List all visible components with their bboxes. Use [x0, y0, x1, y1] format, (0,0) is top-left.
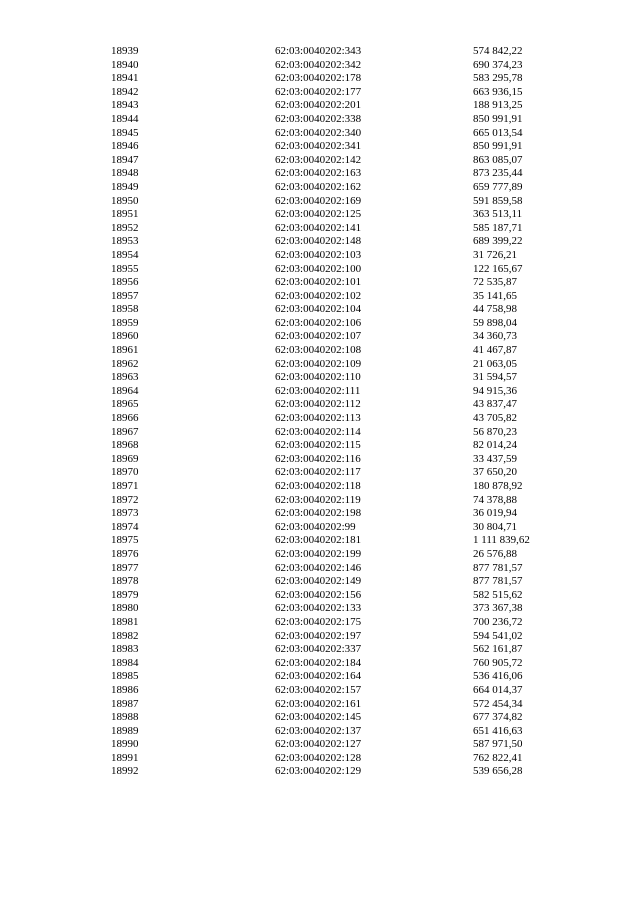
amount: 665 013,54 [473, 126, 523, 139]
table-row [0, 140, 640, 154]
cadastral-number: 62:03:0040202:137 [275, 724, 362, 737]
table-row [0, 195, 640, 209]
cadastral-number: 62:03:0040202:145 [275, 711, 362, 724]
data-table [0, 45, 640, 779]
row-number: 18943 [111, 99, 139, 112]
row-number: 18962 [111, 357, 139, 370]
cadastral-number: 62:03:0040202:100 [275, 262, 362, 275]
amount: 572 454,34 [473, 697, 523, 710]
row-number: 18988 [111, 711, 139, 724]
amount: 33 437,59 [473, 452, 517, 465]
table-row [0, 72, 640, 86]
amount: 36 019,94 [473, 507, 517, 520]
row-number: 18940 [111, 58, 139, 71]
cadastral-number: 62:03:0040202:108 [275, 344, 362, 357]
amount: 37 650,20 [473, 466, 517, 479]
table-row [0, 494, 640, 508]
row-number: 18985 [111, 670, 139, 683]
row-number: 18965 [111, 398, 139, 411]
cadastral-number: 62:03:0040202:107 [275, 330, 362, 343]
cadastral-number: 62:03:0040202:111 [275, 384, 361, 397]
table-row [0, 222, 640, 236]
table-row [0, 181, 640, 195]
amount: 31 594,57 [473, 371, 517, 384]
row-number: 18939 [111, 45, 139, 57]
table-row [0, 670, 640, 684]
cadastral-number: 62:03:0040202:141 [275, 221, 362, 234]
amount: 34 360,73 [473, 330, 517, 343]
amount: 677 374,82 [473, 711, 523, 724]
amount: 539 656,28 [473, 765, 523, 778]
amount: 690 374,23 [473, 58, 523, 71]
amount: 700 236,72 [473, 615, 523, 628]
amount: 850 991,91 [473, 140, 523, 153]
table-row [0, 290, 640, 304]
cadastral-number: 62:03:0040202:162 [275, 180, 362, 193]
row-number: 18973 [111, 507, 139, 520]
table-row [0, 330, 640, 344]
cadastral-number: 62:03:0040202:142 [275, 153, 362, 166]
amount: 877 781,57 [473, 575, 523, 588]
row-number: 18991 [111, 751, 139, 764]
amount: 594 541,02 [473, 629, 523, 642]
row-number: 18987 [111, 697, 139, 710]
cadastral-number: 62:03:0040202:110 [275, 371, 361, 384]
amount: 762 822,41 [473, 751, 523, 764]
table-row [0, 99, 640, 113]
amount: 43 837,47 [473, 398, 517, 411]
cadastral-number: 62:03:0040202:341 [275, 140, 362, 153]
amount: 591 859,58 [473, 194, 523, 207]
cadastral-number: 62:03:0040202:201 [275, 99, 362, 112]
row-number: 18947 [111, 153, 139, 166]
row-number: 18945 [111, 126, 139, 139]
amount: 44 758,98 [473, 303, 517, 316]
amount: 587 971,50 [473, 738, 523, 751]
cadastral-number: 62:03:0040202:198 [275, 507, 362, 520]
table-row [0, 725, 640, 739]
row-number: 18946 [111, 140, 139, 153]
cadastral-number: 62:03:0040202:119 [275, 493, 361, 506]
table-row [0, 507, 640, 521]
amount: 583 295,78 [473, 72, 523, 85]
cadastral-number: 62:03:0040202:128 [275, 751, 362, 764]
table-row [0, 235, 640, 249]
table-row [0, 765, 640, 779]
amount: 582 515,62 [473, 588, 523, 601]
row-number: 18944 [111, 112, 139, 125]
cadastral-number: 62:03:0040202:178 [275, 72, 362, 85]
cadastral-number: 62:03:0040202:101 [275, 276, 362, 289]
row-number: 18976 [111, 547, 139, 560]
table-row [0, 385, 640, 399]
table-row [0, 208, 640, 222]
table-row [0, 412, 640, 426]
table-row [0, 466, 640, 480]
amount: 72 535,87 [473, 276, 517, 289]
row-number: 18961 [111, 344, 139, 357]
amount: 180 878,92 [473, 480, 523, 492]
amount: 122 165,67 [473, 262, 523, 275]
amount: 574 842,22 [473, 45, 523, 57]
cadastral-number: 62:03:0040202:103 [275, 248, 362, 261]
cadastral-number: 62:03:0040202:115 [275, 439, 361, 452]
amount: 689 399,22 [473, 235, 523, 248]
cadastral-number: 62:03:0040202:156 [275, 588, 362, 601]
amount: 585 187,71 [473, 221, 523, 234]
table-row [0, 358, 640, 372]
cadastral-number: 62:03:0040202:148 [275, 235, 362, 248]
table-row [0, 276, 640, 290]
row-number: 18972 [111, 493, 139, 506]
amount: 56 870,23 [473, 425, 517, 438]
table-row [0, 59, 640, 73]
table-row [0, 86, 640, 100]
row-number: 18971 [111, 480, 139, 492]
cadastral-number: 62:03:0040202:197 [275, 629, 362, 642]
cadastral-number: 62:03:0040202:113 [275, 412, 361, 425]
row-number: 18959 [111, 316, 139, 329]
row-number: 18970 [111, 466, 139, 479]
row-number: 18949 [111, 180, 139, 193]
amount: 873 235,44 [473, 167, 523, 180]
cadastral-number: 62:03:0040202:127 [275, 738, 362, 751]
table-row [0, 643, 640, 657]
table-row [0, 589, 640, 603]
row-number: 18980 [111, 602, 139, 615]
table-row [0, 344, 640, 358]
table-row [0, 562, 640, 576]
table-row [0, 534, 640, 548]
row-number: 18954 [111, 248, 139, 261]
amount: 35 141,65 [473, 289, 517, 302]
cadastral-number: 62:03:0040202:104 [275, 303, 362, 316]
cadastral-number: 62:03:0040202:199 [275, 547, 362, 560]
row-number: 18958 [111, 303, 139, 316]
row-number: 18941 [111, 72, 139, 85]
amount: 651 416,63 [473, 724, 523, 737]
amount: 562 161,87 [473, 643, 523, 656]
amount: 30 804,71 [473, 520, 517, 533]
amount: 659 777,89 [473, 180, 523, 193]
row-number: 18963 [111, 371, 139, 384]
table-row [0, 113, 640, 127]
row-number: 18950 [111, 194, 139, 207]
cadastral-number: 62:03:0040202:116 [275, 452, 361, 465]
table-row [0, 167, 640, 181]
row-number: 18967 [111, 425, 139, 438]
row-number: 18982 [111, 629, 139, 642]
table-row [0, 698, 640, 712]
amount: 41 467,87 [473, 344, 517, 357]
row-number: 18992 [111, 765, 139, 778]
row-number: 18942 [111, 85, 139, 98]
table-row [0, 249, 640, 263]
row-number: 18974 [111, 520, 139, 533]
cadastral-number: 62:03:0040202:112 [275, 398, 361, 411]
amount: 1 111 839,62 [473, 534, 530, 547]
table-row [0, 398, 640, 412]
cadastral-number: 62:03:0040202:340 [275, 126, 362, 139]
row-number: 18978 [111, 575, 139, 588]
table-row [0, 684, 640, 698]
row-number: 18957 [111, 289, 139, 302]
amount: 760 905,72 [473, 656, 523, 669]
table-row [0, 752, 640, 766]
row-number: 18956 [111, 276, 139, 289]
table-row [0, 657, 640, 671]
table-row [0, 45, 640, 59]
row-number: 18979 [111, 588, 139, 601]
cadastral-number: 62:03:0040202:117 [275, 466, 361, 479]
row-number: 18953 [111, 235, 139, 248]
amount: 26 576,88 [473, 547, 517, 560]
cadastral-number: 62:03:0040202:109 [275, 357, 362, 370]
cadastral-number: 62:03:0040202:338 [275, 112, 362, 125]
cadastral-number: 62:03:0040202:114 [275, 425, 361, 438]
cadastral-number: 62:03:0040202:169 [275, 194, 362, 207]
row-number: 18951 [111, 208, 139, 221]
table-row [0, 521, 640, 535]
cadastral-number: 62:03:0040202:149 [275, 575, 362, 588]
table-row [0, 127, 640, 141]
table-row [0, 453, 640, 467]
table-row [0, 371, 640, 385]
table-row [0, 317, 640, 331]
row-number: 18990 [111, 738, 139, 751]
row-number: 18968 [111, 439, 139, 452]
cadastral-number: 62:03:0040202:164 [275, 670, 362, 683]
cadastral-number: 62:03:0040202:184 [275, 656, 362, 669]
amount: 94 915,36 [473, 384, 517, 397]
cadastral-number: 62:03:0040202:181 [275, 534, 362, 547]
amount: 664 014,37 [473, 683, 523, 696]
row-number: 18964 [111, 384, 139, 397]
row-number: 18989 [111, 724, 139, 737]
table-row [0, 480, 640, 494]
table-row [0, 575, 640, 589]
row-number: 18960 [111, 330, 139, 343]
table-row [0, 439, 640, 453]
amount: 43 705,82 [473, 412, 517, 425]
row-number: 18975 [111, 534, 139, 547]
row-number: 18948 [111, 167, 139, 180]
amount: 59 898,04 [473, 316, 517, 329]
cadastral-number: 62:03:0040202:133 [275, 602, 362, 615]
amount: 663 936,15 [473, 85, 523, 98]
amount: 74 378,88 [473, 493, 517, 506]
cadastral-number: 62:03:0040202:146 [275, 561, 362, 574]
table-row [0, 263, 640, 277]
cadastral-number: 62:03:0040202:161 [275, 697, 362, 710]
table-row [0, 548, 640, 562]
cadastral-number: 62:03:0040202:102 [275, 289, 362, 302]
cadastral-number: 62:03:0040202:125 [275, 208, 362, 221]
cadastral-number: 62:03:0040202:157 [275, 683, 362, 696]
row-number: 18955 [111, 262, 139, 275]
cadastral-number: 62:03:0040202:163 [275, 167, 362, 180]
table-row [0, 738, 640, 752]
cadastral-number: 62:03:0040202:343 [275, 45, 362, 57]
amount: 31 726,21 [473, 248, 517, 261]
row-number: 18986 [111, 683, 139, 696]
row-number: 18952 [111, 221, 139, 234]
table-row [0, 154, 640, 168]
table-row [0, 426, 640, 440]
amount: 188 913,25 [473, 99, 523, 112]
table-row [0, 630, 640, 644]
row-number: 18984 [111, 656, 139, 669]
table-row [0, 711, 640, 725]
cadastral-number: 62:03:0040202:129 [275, 765, 362, 778]
cadastral-number: 62:03:0040202:342 [275, 58, 362, 71]
row-number: 18966 [111, 412, 139, 425]
table-row [0, 602, 640, 616]
cadastral-number: 62:03:0040202:106 [275, 316, 362, 329]
amount: 21 063,05 [473, 357, 517, 370]
amount: 863 085,07 [473, 153, 523, 166]
cadastral-number: 62:03:0040202:175 [275, 615, 362, 628]
row-number: 18977 [111, 561, 139, 574]
amount: 536 416,06 [473, 670, 523, 683]
amount: 850 991,91 [473, 112, 523, 125]
row-number: 18981 [111, 615, 139, 628]
table-row [0, 303, 640, 317]
amount: 373 367,38 [473, 602, 523, 615]
cadastral-number: 62:03:0040202:177 [275, 85, 362, 98]
cadastral-number: 62:03:0040202:118 [275, 480, 361, 492]
amount: 877 781,57 [473, 561, 523, 574]
amount: 82 014,24 [473, 439, 517, 452]
row-number: 18969 [111, 452, 139, 465]
amount: 363 513,11 [473, 208, 523, 221]
cadastral-number: 62:03:0040202:337 [275, 643, 362, 656]
cadastral-number: 62:03:0040202:99 [275, 520, 356, 533]
row-number: 18983 [111, 643, 139, 656]
table-row [0, 616, 640, 630]
